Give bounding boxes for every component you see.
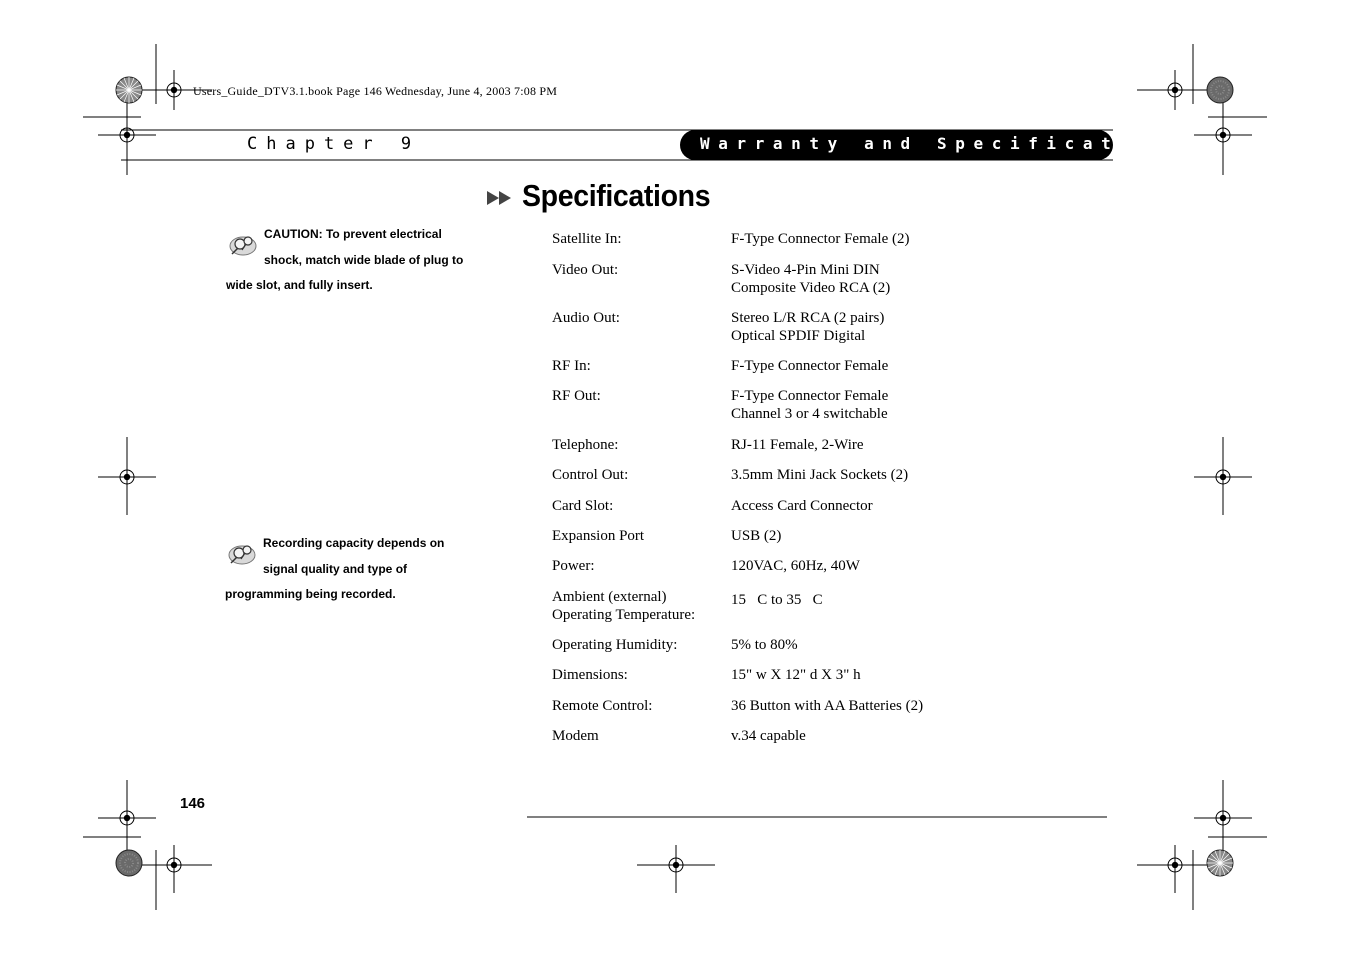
- spec-value: S-Video 4-Pin Mini DIN Composite Video RCA (2): [731, 262, 891, 296]
- chapter-label: Chapter 9: [247, 134, 421, 154]
- spec-value: USB (2): [731, 528, 782, 544]
- spec-value: RJ-11 Female, 2-Wire: [731, 437, 864, 453]
- section-label: Warranty and Specifications: [700, 134, 1193, 153]
- page-title: Specifications: [522, 178, 711, 213]
- spec-value: F-Type Connector Female Channel 3 or 4 switchable: [731, 388, 889, 422]
- note-line: CAUTION: To prevent electrical: [264, 227, 442, 241]
- page-number: 146: [180, 795, 206, 812]
- recording-note: [225, 531, 485, 608]
- spec-label: Dimensions:: [552, 667, 628, 683]
- caution-note: [226, 222, 486, 299]
- spec-value: 5% to 80%: [731, 637, 798, 653]
- spec-label: Remote Control:: [552, 698, 653, 714]
- note-line: wide slot, and fully insert.: [226, 278, 373, 292]
- spec-value: v.34 capable: [731, 728, 806, 744]
- spec-value: 3.5mm Mini Jack Sockets (2): [731, 467, 909, 483]
- print-job-info: Users_Guide_DTV3.1.book Page 146 Wednesday, June 4, 2003 7:08 PM: [193, 84, 558, 98]
- spec-value: 36 Button with AA Batteries (2): [731, 698, 924, 714]
- note-line: Recording capacity depends on: [263, 536, 445, 550]
- double-arrow-icon: [487, 191, 513, 205]
- note-line: programming being recorded.: [225, 587, 396, 601]
- spec-label: RF In:: [552, 358, 591, 374]
- spec-label: Video Out:: [552, 262, 619, 278]
- spec-label: Expansion Port: [552, 528, 645, 544]
- note-line: shock, match wide blade of plug to: [264, 252, 464, 267]
- spec-label: Control Out:: [552, 467, 629, 483]
- spec-value: F-Type Connector Female (2): [731, 231, 910, 247]
- pushpin-note-icon: [227, 539, 257, 565]
- spec-value: 120VAC, 60Hz, 40W: [731, 558, 860, 574]
- spec-label: Ambient (external) Operating Temperature:: [552, 589, 696, 623]
- spec-value: Access Card Connector: [731, 498, 873, 514]
- spec-value: Stereo L/R RCA (2 pairs) Optical SPDIF Digital: [731, 310, 885, 344]
- spec-label: RF Out:: [552, 388, 601, 404]
- spec-label: Audio Out:: [552, 310, 620, 326]
- spec-label: Operating Humidity:: [552, 637, 678, 653]
- pushpin-note-icon: [228, 230, 258, 256]
- spec-label: Modem: [552, 728, 599, 744]
- spec-value: 15 C to 35 C: [731, 592, 823, 608]
- spec-label: Telephone:: [552, 437, 619, 453]
- spec-label: Power:: [552, 558, 595, 574]
- spec-value: 15" w X 12" d X 3" h: [731, 667, 861, 683]
- spec-value: F-Type Connector Female: [731, 358, 889, 374]
- spec-label: Card Slot:: [552, 498, 614, 514]
- note-line: signal quality and type of: [263, 561, 408, 576]
- spec-label: Satellite In:: [552, 231, 622, 247]
